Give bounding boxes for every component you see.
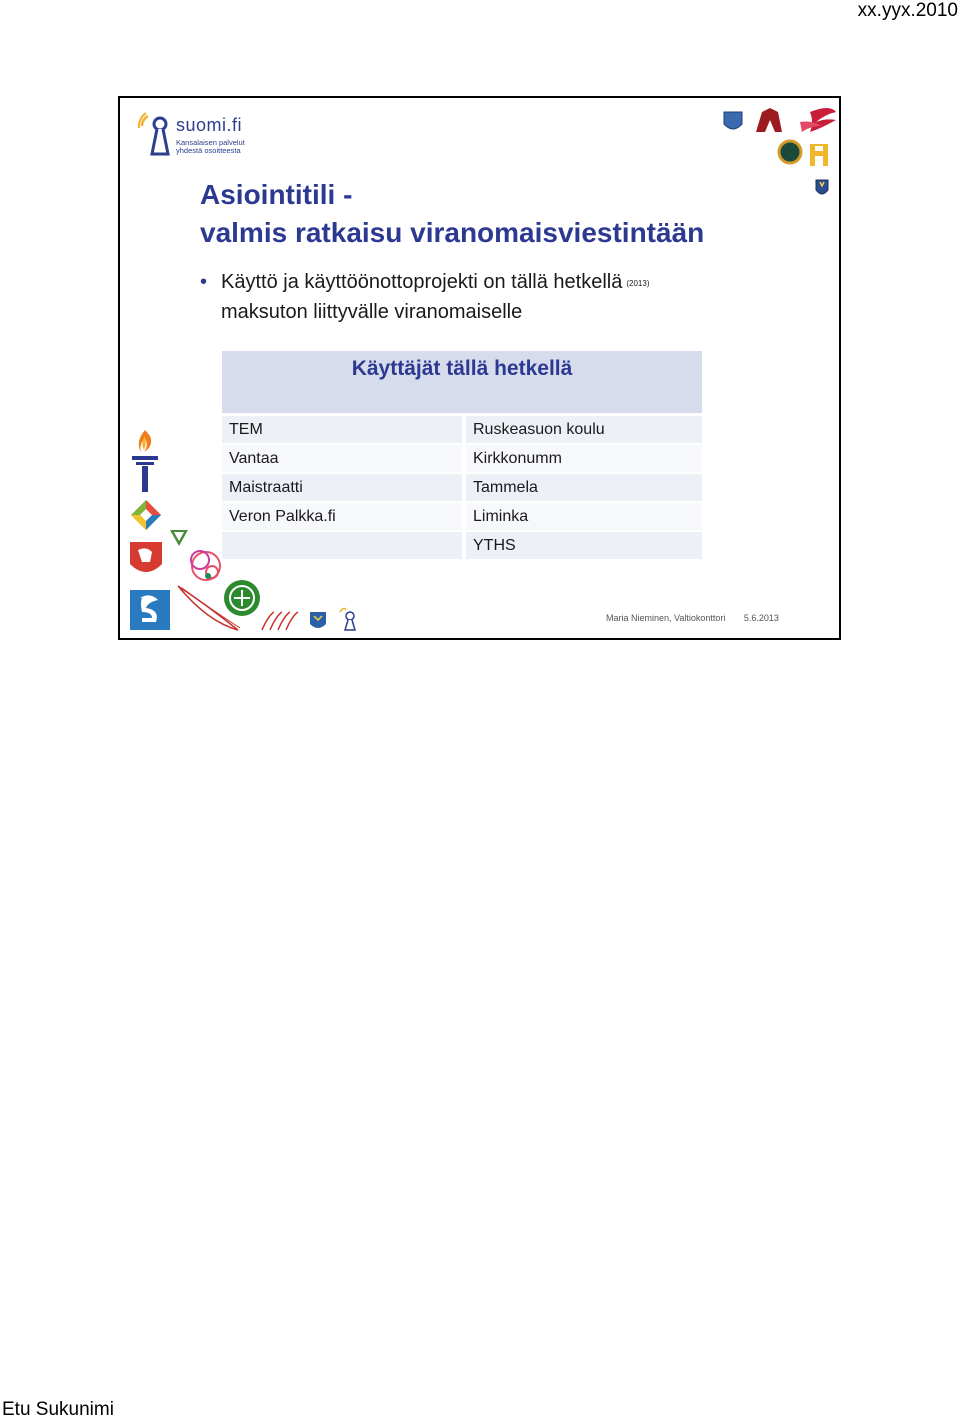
title-line-1: Asiointitili - <box>200 179 353 210</box>
bullet-text <box>221 268 649 327</box>
table-cell: Ruskeasuon koulu <box>466 416 702 445</box>
bullet-line-1 <box>221 268 649 298</box>
table-cell: Veron Palkka.fi <box>222 503 466 532</box>
suomi-fi-logo <box>138 112 263 162</box>
logo-tagline <box>176 139 271 155</box>
keyhole-logo-icon <box>138 112 174 158</box>
slide <box>118 96 841 640</box>
slide-author: Maria Nieminen, Valtiokonttori <box>606 613 726 623</box>
bullet-dot: • <box>200 271 208 293</box>
table-cell: YTHS <box>466 532 702 561</box>
logo-tagline-2: yhdestä osoitteesta <box>176 146 241 155</box>
table-header-row <box>222 351 702 416</box>
table-row <box>222 416 702 445</box>
table-cell: TEM <box>222 416 466 445</box>
logo-name: suomi.fi <box>176 115 243 135</box>
slide-credit <box>606 613 779 623</box>
table-cell: Vantaa <box>222 445 466 474</box>
table-cell: Liminka <box>466 503 702 532</box>
bullet-year-note: (2013) <box>626 279 650 288</box>
coat-of-arms-icons <box>720 104 840 204</box>
slide-date: 5.6.2013 <box>743 613 779 623</box>
bullet-line-1-text: Käyttö ja käyttöönottoprojekti on tällä hetkellä <box>221 271 623 293</box>
logo-tagline-1: Kansalaisen palvelut <box>176 138 245 147</box>
page-footer: Etu Sukunimi <box>2 1399 114 1420</box>
title-line-2: valmis ratkaisu viranomaisviestintään <box>200 217 705 248</box>
municipal-emblem-icons <box>126 498 366 634</box>
bullet-line-2: maksuton liittyvälle viranomaiselle <box>221 301 523 323</box>
table-row <box>222 445 702 474</box>
page-date: xx.yyx.2010 <box>857 0 958 21</box>
torch-emblem-icon <box>128 426 162 494</box>
table-cell: Tammela <box>466 474 702 503</box>
table-cell: Kirkkonumm <box>466 445 702 474</box>
table-heading: Käyttäjät tällä hetkellä <box>222 351 702 416</box>
table-cell: Maistraatti <box>222 474 466 503</box>
slide-title <box>200 176 704 252</box>
